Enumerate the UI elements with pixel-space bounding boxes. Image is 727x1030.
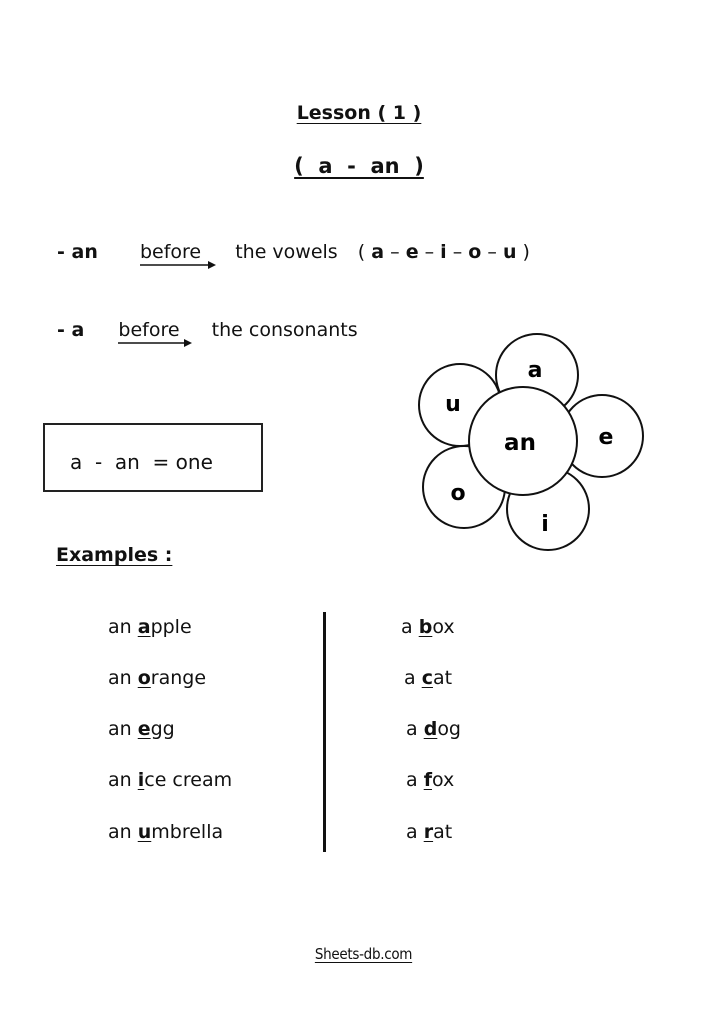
example-first-letter: c: [421, 667, 433, 689]
example-first-letter: a: [137, 616, 151, 638]
example-rest: pple: [150, 616, 192, 638]
example-a-3: [406, 718, 461, 740]
example-article: a: [406, 718, 418, 740]
arrow-icon: [118, 339, 192, 347]
example-rest: ox: [432, 616, 455, 638]
vowel-e: e: [405, 241, 419, 263]
vowel-sep: –: [452, 241, 463, 263]
examples-heading: Examples :: [56, 544, 173, 566]
example-rest: at: [432, 667, 453, 689]
petal-label-a: a: [527, 358, 543, 383]
example-first-letter: b: [418, 616, 433, 638]
rule-an-text: the vowels: [235, 241, 338, 263]
example-an-2: [108, 667, 206, 689]
example-an-5: [108, 821, 223, 843]
petal-label-u: u: [445, 392, 461, 417]
arrow-icon: [140, 261, 216, 269]
rule-a-before-text: before: [118, 319, 180, 341]
vowel-o: o: [468, 241, 482, 263]
vowel-u: u: [502, 241, 517, 263]
example-article: a: [401, 616, 413, 638]
petal-label-i: i: [541, 512, 549, 537]
example-first-letter: r: [423, 821, 434, 843]
example-first-letter: f: [423, 769, 432, 791]
example-article: an: [108, 718, 132, 740]
lesson-title: Lesson ( 1 ): [296, 102, 422, 124]
vowel-sep: –: [424, 241, 435, 263]
example-an-1: [108, 616, 192, 638]
example-a-4: [406, 769, 454, 791]
example-a-1: [401, 616, 455, 638]
vowel-i: i: [440, 241, 447, 263]
example-article: an: [108, 667, 132, 689]
rule-an: [57, 241, 530, 263]
example-first-letter: i: [137, 769, 145, 791]
example-rest: gg: [150, 718, 175, 740]
footer-source: Sheets-db.com: [314, 945, 413, 963]
column-divider: [323, 612, 326, 852]
example-an-3: [108, 718, 175, 740]
flower-center-label: an: [504, 430, 536, 456]
example-rest: ox: [431, 769, 455, 791]
petal-label-o: o: [450, 481, 466, 506]
example-article: a: [406, 821, 418, 843]
rule-a: [57, 319, 358, 341]
lesson-subtitle: ( a - an ): [294, 154, 424, 178]
example-a-2: [404, 667, 452, 689]
example-rest: ce cream: [144, 769, 233, 791]
vowel-sep: –: [390, 241, 400, 263]
example-article: an: [108, 821, 132, 843]
example-rest: at: [433, 821, 453, 843]
vowel-sep: –: [487, 241, 497, 263]
rule-an-before: [140, 241, 201, 263]
example-rest: range: [150, 667, 207, 689]
equation-text: a - an = one: [70, 450, 213, 474]
rule-a-text: the consonants: [211, 319, 358, 341]
rule-an-open-paren: (: [357, 241, 366, 263]
example-first-letter: e: [137, 718, 151, 740]
example-article: an: [108, 616, 132, 638]
example-article: a: [404, 667, 416, 689]
vowel-flower-diagram: [405, 330, 655, 555]
example-rest: og: [437, 718, 461, 740]
rule-a-label: - a: [57, 319, 85, 341]
rule-an-before-text: before: [139, 241, 202, 263]
rule-an-label: - an: [57, 241, 98, 263]
example-first-letter: o: [137, 667, 151, 689]
example-an-4: [108, 769, 232, 791]
vowel-a: a: [371, 241, 385, 263]
example-article: a: [406, 769, 418, 791]
example-first-letter: u: [137, 821, 152, 843]
petal-label-e: e: [598, 425, 614, 450]
example-first-letter: d: [423, 718, 438, 740]
rule-an-close-paren: ): [522, 241, 530, 263]
example-rest: mbrella: [151, 821, 224, 843]
example-a-5: [406, 821, 452, 843]
rule-a-before: [118, 319, 179, 341]
example-article: an: [108, 769, 132, 791]
